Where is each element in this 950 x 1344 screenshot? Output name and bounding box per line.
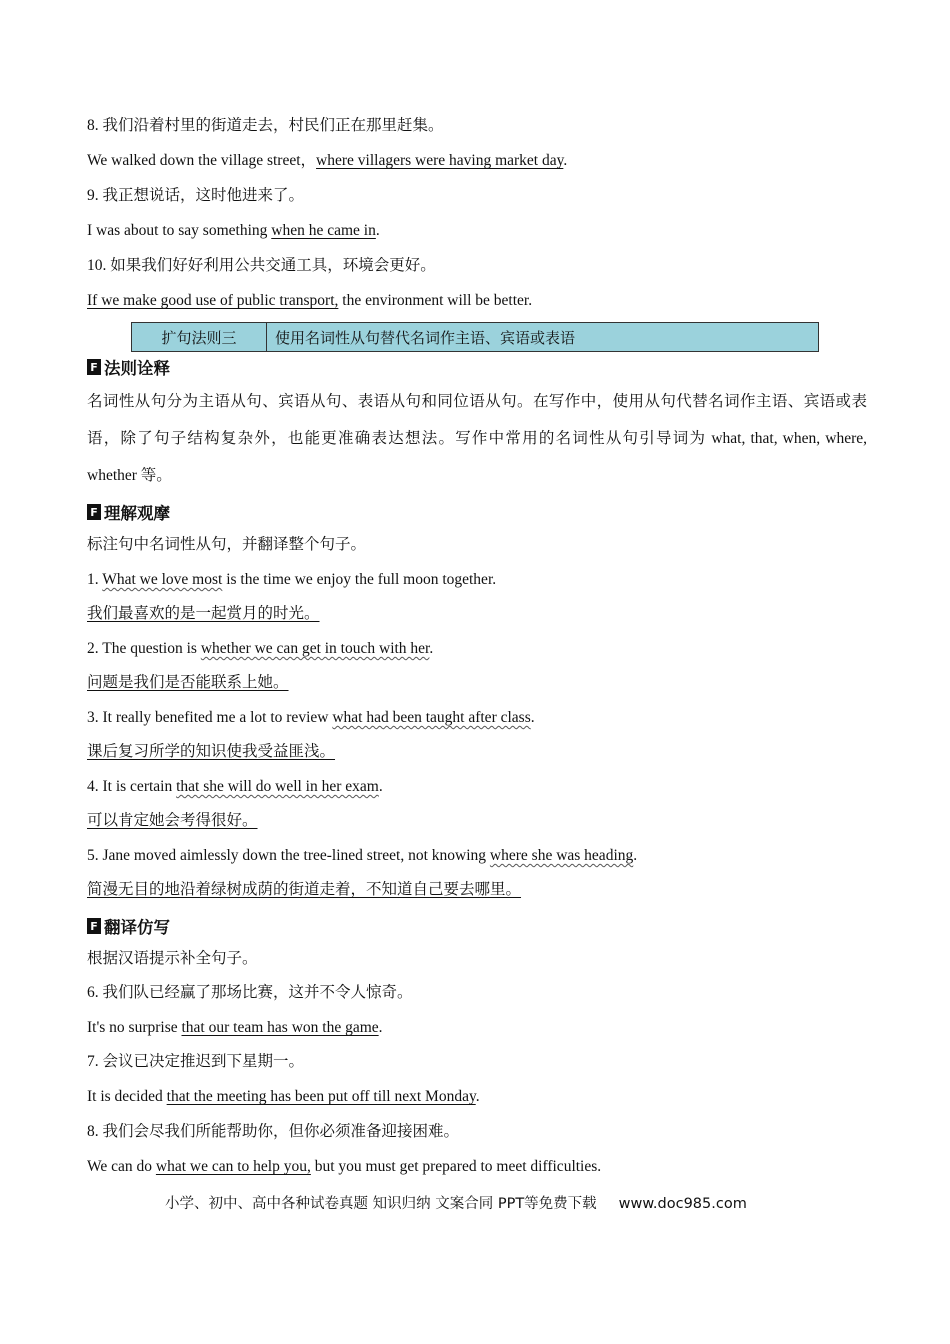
s4-clause: that she will do well in her exam bbox=[176, 778, 379, 795]
s5-pre: 5. Jane moved aimlessly down the tree-lined street, not knowing bbox=[87, 847, 490, 864]
s2-post: . bbox=[429, 640, 434, 657]
f-badge-icon: F bbox=[87, 359, 101, 375]
s3-pre: 3. It really benefited me a lot to review bbox=[87, 709, 333, 726]
s2-pre: 2. The question is bbox=[87, 640, 201, 657]
t7-chinese: 7. 会议已决定推迟到下星期一。 bbox=[87, 1053, 305, 1070]
q8-english-pre: We walked down the village street， bbox=[87, 152, 317, 169]
q10-english-post: the environment will be better. bbox=[338, 292, 533, 309]
t8-post: but you must get prepared to meet difficulties. bbox=[310, 1158, 602, 1175]
s2-translation: 问题是我们是否能联系上她。 bbox=[87, 674, 289, 691]
translation-instruction: 根据汉语提示补全句子。 bbox=[87, 950, 258, 967]
t7-post: . bbox=[475, 1088, 480, 1105]
s3-english bbox=[87, 708, 535, 728]
s3-clause: what had been taught after class bbox=[332, 709, 531, 726]
section-heading-observation bbox=[87, 500, 170, 524]
t6-chinese: 6. 我们队已经赢了那场比赛，这并不令人惊奇。 bbox=[87, 984, 413, 1001]
s3-translation: 课后复习所学的知识使我受益匪浅。 bbox=[87, 743, 336, 760]
f-badge-icon: F bbox=[87, 918, 101, 934]
rule-label: 扩句法则三 bbox=[132, 323, 267, 351]
f-badge-icon: F bbox=[87, 504, 101, 520]
section-heading-translation bbox=[87, 914, 170, 938]
q8-answer: where villagers were having market day bbox=[316, 152, 564, 169]
q9-english bbox=[87, 221, 380, 241]
s5-post: . bbox=[633, 847, 638, 864]
section-title: 理解观摩 bbox=[104, 504, 170, 523]
page-footer bbox=[165, 1192, 747, 1213]
section-title: 法则诠释 bbox=[104, 359, 170, 378]
s4-english bbox=[87, 777, 383, 797]
t7-answer: that the meeting has been put off till next Monday bbox=[166, 1088, 476, 1105]
t8-answer: what we can to help you, bbox=[155, 1158, 311, 1175]
s2-english bbox=[87, 639, 433, 659]
s3-post: . bbox=[530, 709, 535, 726]
q10-english bbox=[87, 291, 532, 311]
observation-instruction: 标注句中名词性从句，并翻译整个句子。 bbox=[87, 536, 367, 553]
t7-pre: It is decided bbox=[87, 1088, 167, 1105]
t6-english bbox=[87, 1018, 383, 1038]
q10-answer: If we make good use of public transport, bbox=[87, 292, 339, 309]
rule-box bbox=[131, 322, 819, 352]
t6-post: . bbox=[378, 1019, 383, 1036]
s5-translation: 简漫无目的地沿着绿树成荫的街道走着，不知道自己要去哪里。 bbox=[87, 881, 522, 898]
q8-chinese: 8. 我们沿着村里的街道走去，村民们正在那里赶集。 bbox=[87, 117, 444, 134]
s1-translation: 我们最喜欢的是一起赏月的时光。 bbox=[87, 605, 320, 622]
q9-answer: when he came in bbox=[271, 222, 376, 239]
q9-english-pre: I was about to say something bbox=[87, 222, 272, 239]
footer-text: 小学、初中、高中各种试卷真题 知识归纳 文案合同 PPT等免费下载 bbox=[165, 1196, 597, 1212]
t6-answer: that our team has won the game bbox=[181, 1019, 379, 1036]
t8-english bbox=[87, 1157, 601, 1177]
s1-num: 1. bbox=[87, 571, 103, 588]
rule-explanation-body: 名词性从句分为主语从句、宾语从句、表语从句和同位语从句。在写作中，使用从句代替名词作主语、宾语或表语，除了句子结构复杂外，也能更准确表达想法。写作中常用的名词性从句引导词为 what, that, when, where, whether 等。 bbox=[87, 393, 867, 484]
s5-clause: where she was heading bbox=[489, 847, 634, 864]
s5-english bbox=[87, 846, 637, 866]
q10-chinese: 10. 如果我们好好利用公共交通工具，环境会更好。 bbox=[87, 257, 436, 274]
s1-english bbox=[87, 570, 496, 590]
t6-pre: It's no surprise bbox=[87, 1019, 182, 1036]
rule-description: 使用名词性从句替代名词作主语、宾语或表语 bbox=[275, 328, 576, 347]
section-heading-rule-explanation bbox=[87, 355, 170, 379]
t8-pre: We can do bbox=[87, 1158, 156, 1175]
s4-translation: 可以肯定她会考得很好。 bbox=[87, 812, 258, 829]
q9-english-post: . bbox=[375, 222, 380, 239]
s4-pre: 4. It is certain bbox=[87, 778, 177, 795]
q8-english-post: . bbox=[563, 152, 568, 169]
q9-chinese: 9. 我正想说话，这时他进来了。 bbox=[87, 187, 305, 204]
footer-url[interactable]: www.doc985.com bbox=[618, 1196, 747, 1212]
s1-clause: What we love most bbox=[102, 571, 223, 588]
t7-english bbox=[87, 1087, 480, 1107]
s2-clause: whether we can get in touch with her bbox=[200, 640, 430, 657]
q8-english bbox=[87, 151, 567, 171]
s1-post: is the time we enjoy the full moon together. bbox=[222, 571, 497, 588]
t8-chinese: 8. 我们会尽我们所能帮助你，但你必须准备迎接困难。 bbox=[87, 1123, 460, 1140]
section-title: 翻译仿写 bbox=[104, 918, 170, 937]
s4-post: . bbox=[378, 778, 383, 795]
